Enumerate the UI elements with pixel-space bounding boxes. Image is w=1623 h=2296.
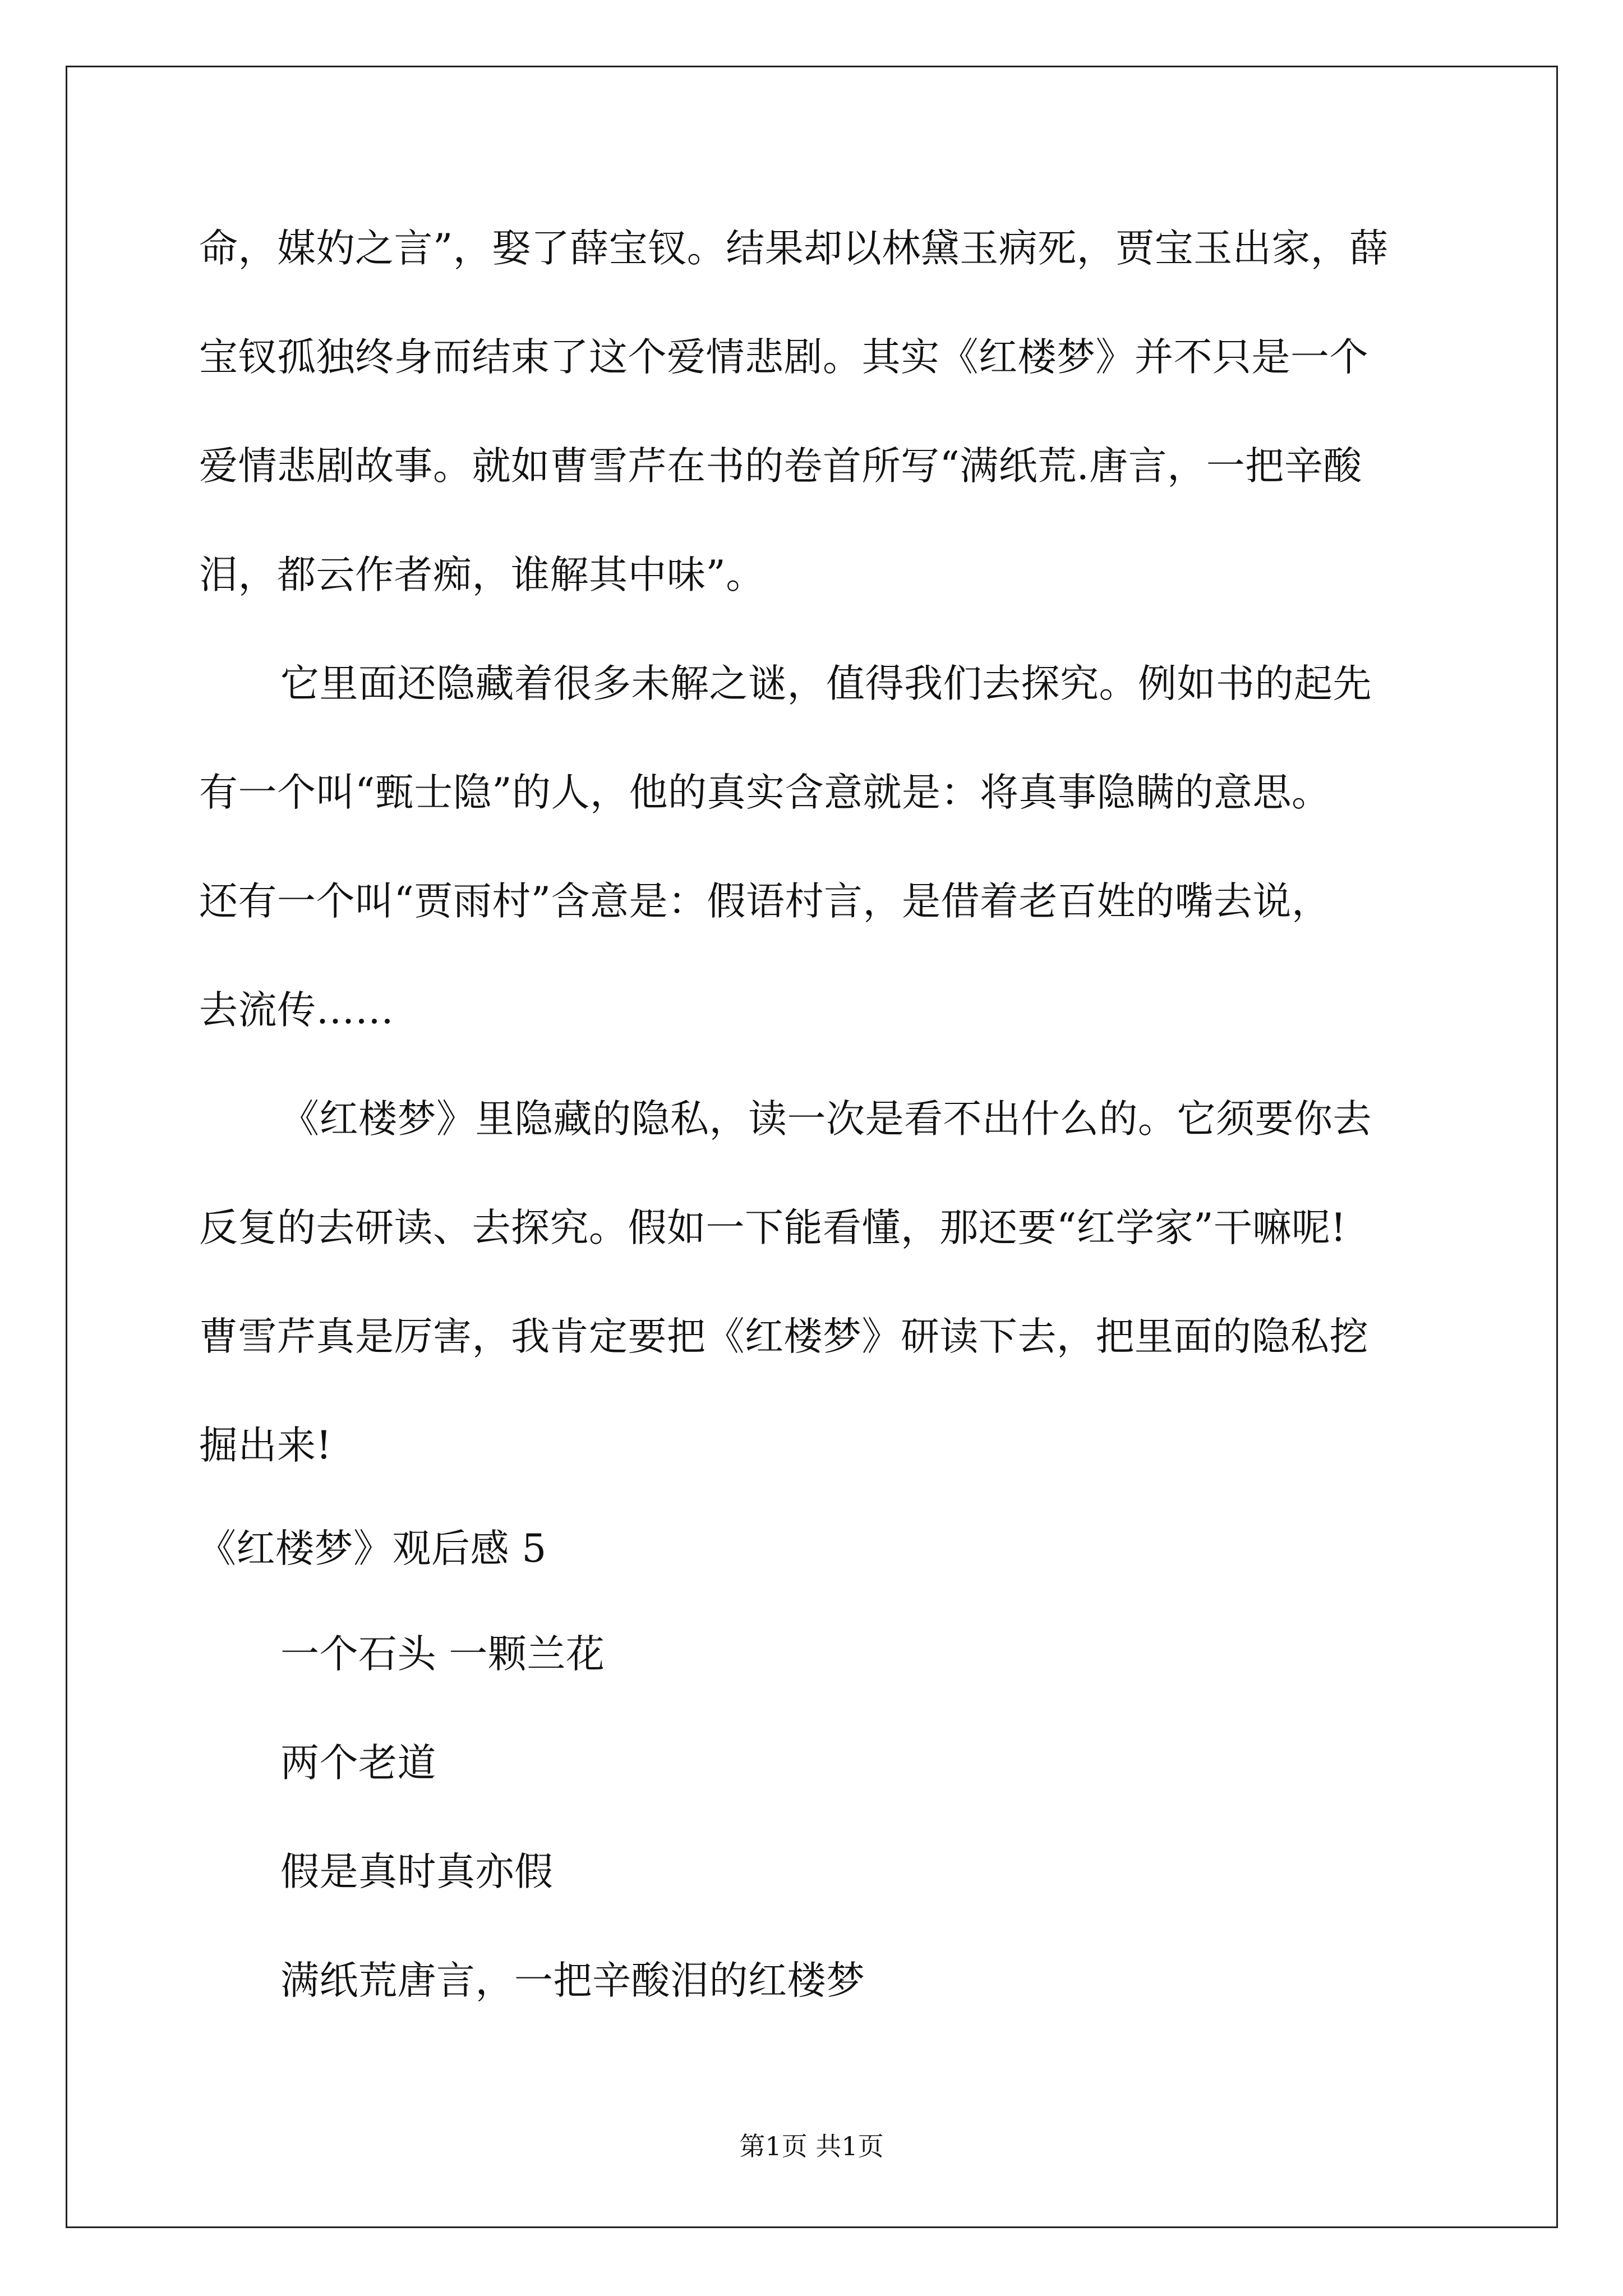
paragraph-line: 泪，都云作者痴，谁解其中味”。	[199, 553, 765, 597]
paragraph-line: 有一个叫“甄士隐”的人，他的真实含意就是：将真事隐瞒的意思。	[199, 770, 1331, 815]
paragraph-line: 还有一个叫“贾雨村”含意是：假语村言，是借着老百姓的嘴去说，	[199, 879, 1331, 924]
poem-line: 一个石头 一颗兰花	[280, 1632, 605, 1677]
paragraph-line: 掘出来!	[199, 1423, 332, 1468]
page-border	[66, 66, 1558, 2228]
poem-line: 满纸荒唐言，一把辛酸泪的红楼梦	[280, 1958, 865, 2003]
paragraph-line: 《红楼梦》里隐藏的隐私，读一次是看不出什么的。它须要你去	[280, 1097, 1372, 1142]
paragraph-line: 爱情悲剧故事。就如曹雪芹在书的卷首所写“满纸荒.唐言，一把辛酸	[199, 444, 1362, 489]
page-footer: 第1页 共1页	[739, 2131, 884, 2161]
paragraph-line: 去流传……	[199, 988, 394, 1033]
poem-line: 两个老道	[280, 1741, 436, 1786]
paragraph-line: 它里面还隐藏着很多未解之谜，值得我们去探究。例如书的起先	[280, 661, 1372, 706]
section-heading: 《红楼梦》观后感 5	[197, 1526, 547, 1571]
paragraph-line: 曹雪芹真是厉害，我肯定要把《红楼梦》研读下去，把里面的隐私挖	[199, 1314, 1368, 1359]
poem-line: 假是真时真亦假	[280, 1849, 554, 1894]
paragraph-line: 反复的去研读、去探究。假如一下能看懂，那还要“红学家”干嘛呢!	[199, 1205, 1347, 1250]
paragraph-line: 命，媒妁之言”，娶了薛宝钗。结果却以林黛玉病死，贾宝玉出家，薛	[199, 226, 1389, 271]
paragraph-line: 宝钗孤独终身而结束了这个爱情悲剧。其实《红楼梦》并不只是一个	[199, 335, 1368, 380]
